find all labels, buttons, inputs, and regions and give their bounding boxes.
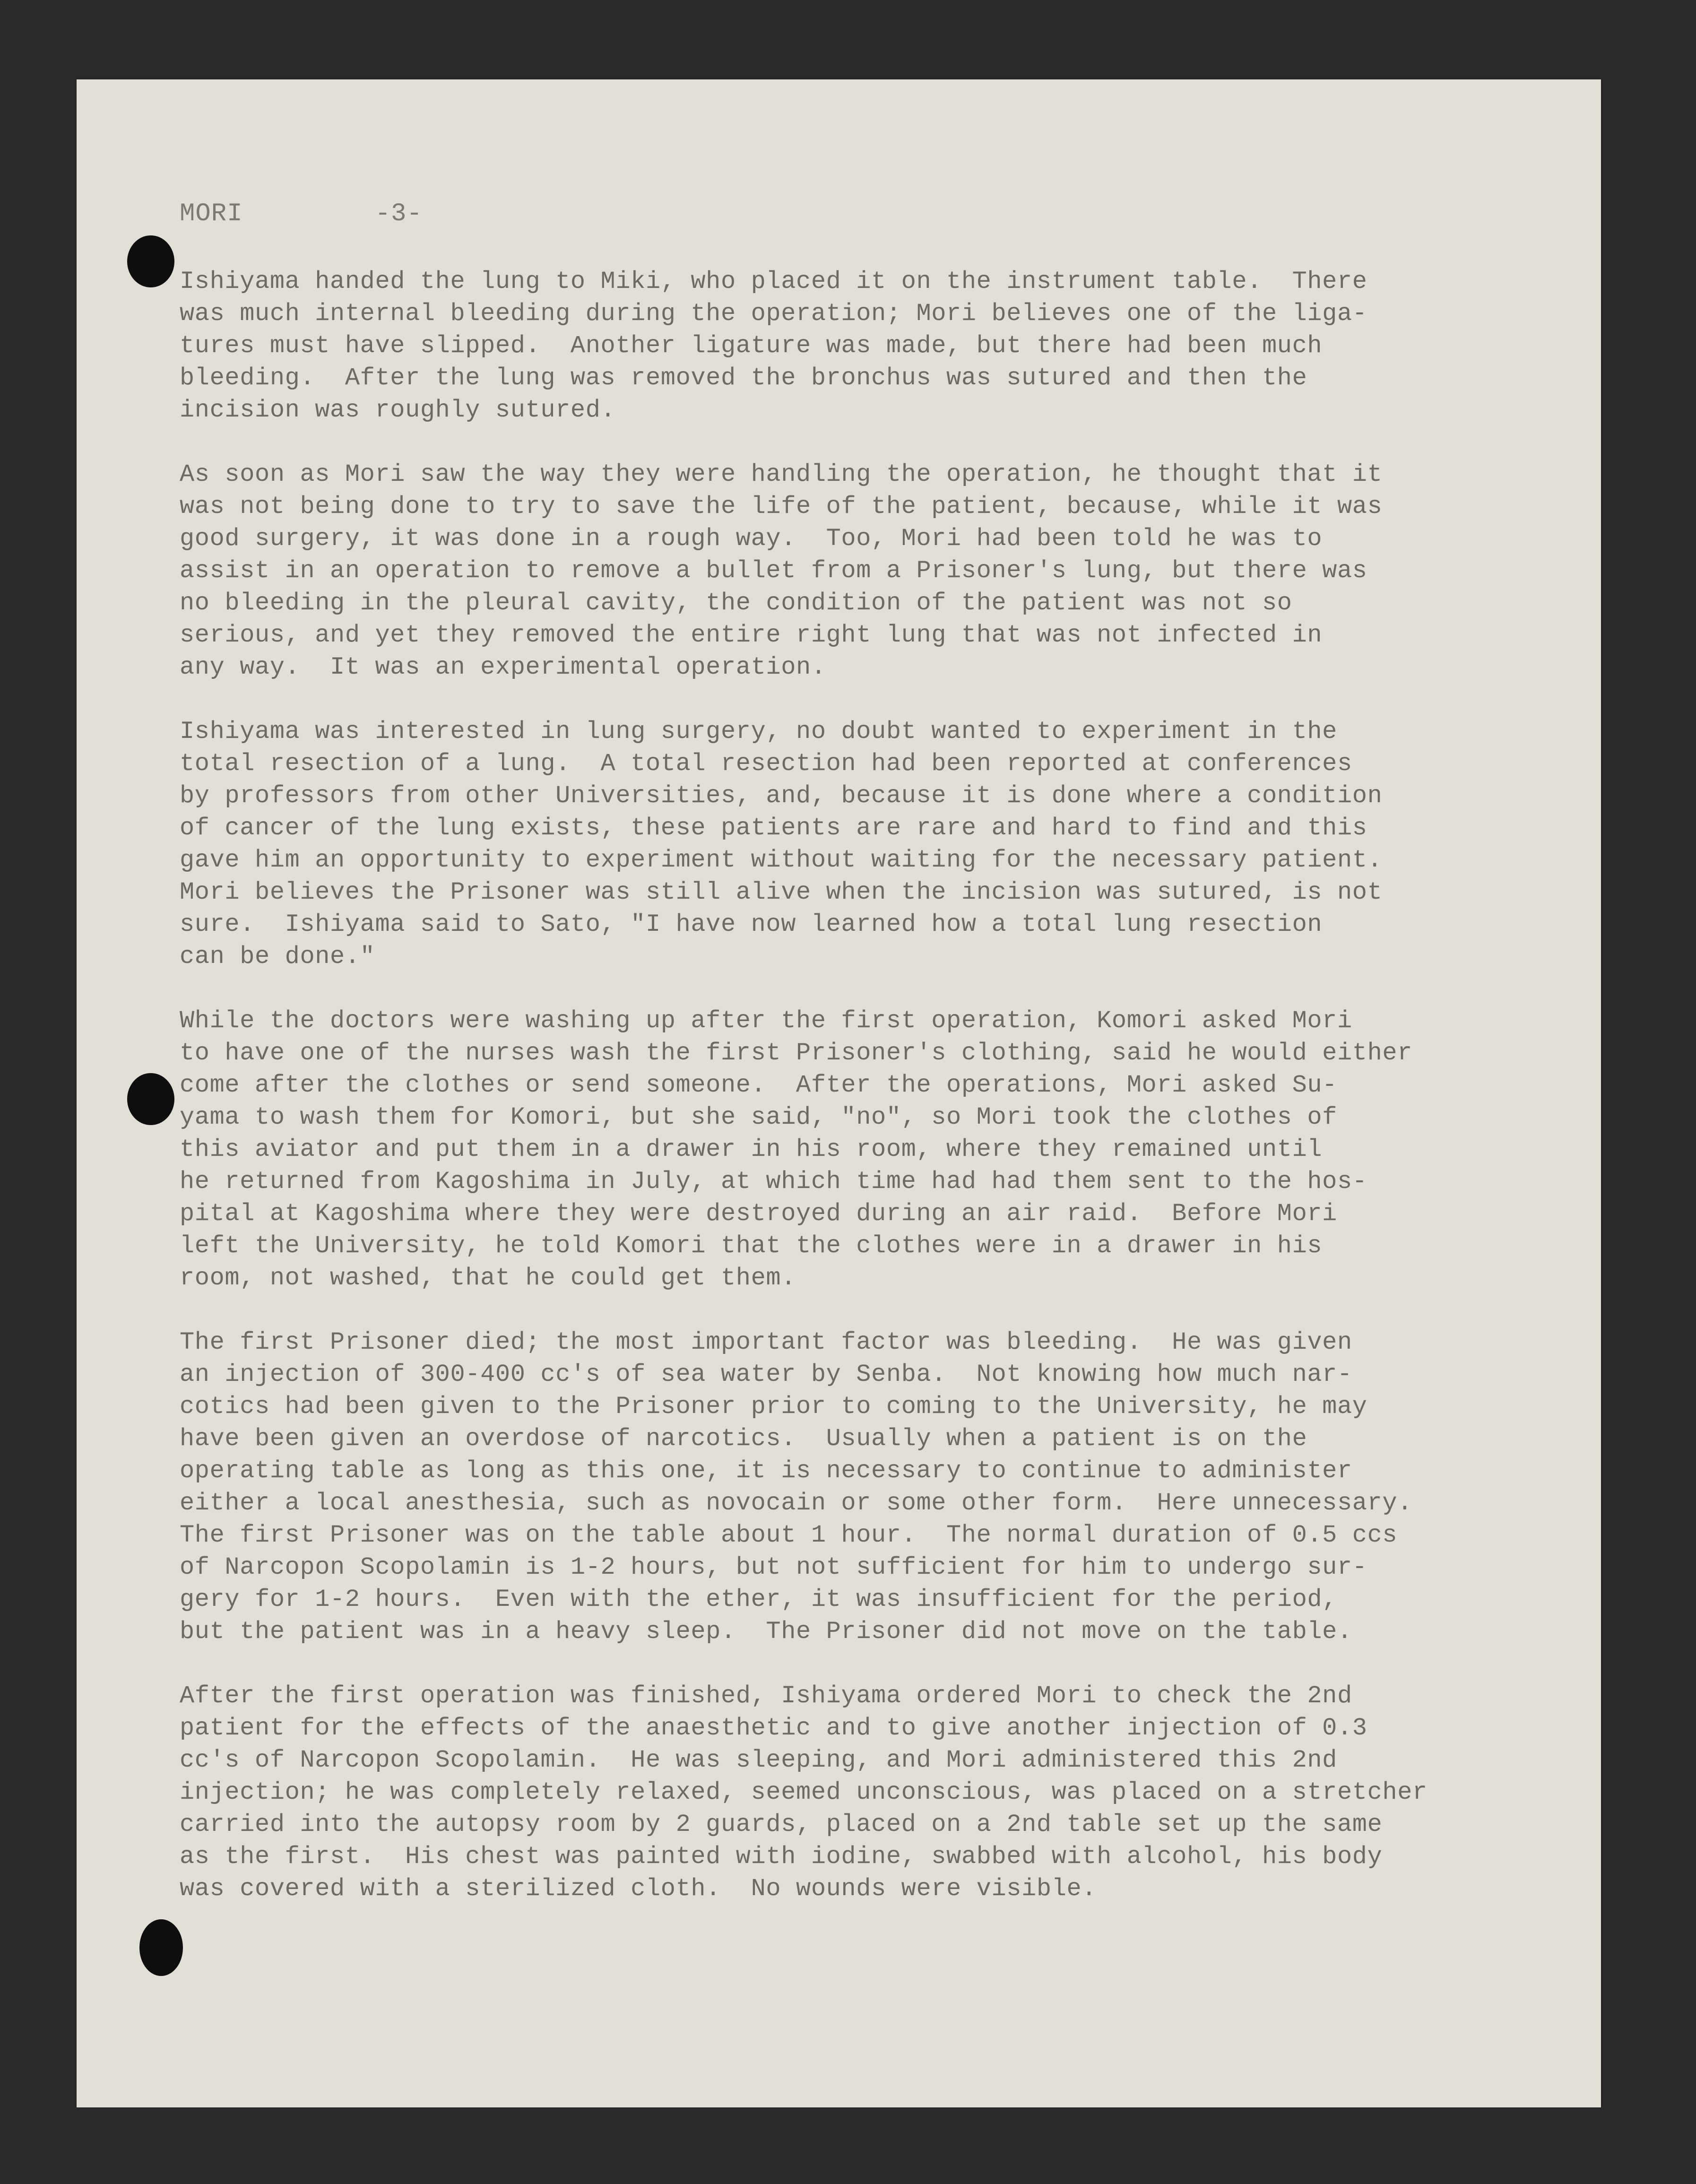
text-line: gery for 1-2 hours. Even with the ether, it was insufficient for the period, — [180, 1586, 1337, 1613]
paragraph — [180, 459, 1588, 684]
text-line: total resection of a lung. A total resection had been reported at conferences — [180, 750, 1352, 778]
text-line: this aviator and put them in a drawer in his room, where they remained until — [180, 1135, 1323, 1163]
text-line: The first Prisoner died; the most important factor was bleeding. He was given — [180, 1328, 1352, 1356]
paragraph — [180, 266, 1588, 426]
text-line: Mori believes the Prisoner was still alive when the incision was sutured, is not — [180, 878, 1383, 906]
text-line: either a local anesthesia, such as novocain or some other form. Here unnecessary. — [180, 1489, 1413, 1517]
text-line: come after the clothes or send someone. After the operations, Mori asked Su- — [180, 1071, 1337, 1099]
text-line: was much internal bleeding during the operation; Mori believes one of the liga- — [180, 300, 1367, 328]
page-number: -3- — [375, 199, 423, 228]
text-line: While the doctors were washing up after the first operation, Komori asked Mori — [180, 1007, 1352, 1035]
text-line: bleeding. After the lung was removed the bronchus was sutured and then the — [180, 364, 1307, 392]
text-line: can be done." — [180, 943, 375, 971]
text-line: but the patient was in a heavy sleep. The Prisoner did not move on the table. — [180, 1618, 1352, 1646]
text-line: was covered with a sterilized cloth. No wounds were visible. — [180, 1875, 1097, 1903]
text-line: any way. It was an experimental operation. — [180, 653, 826, 681]
text-line: to have one of the nurses wash the first Prisoner's clothing, said he would either — [180, 1039, 1413, 1067]
text-line: he returned from Kagoshima in July, at which time had had them sent to the hos- — [180, 1168, 1367, 1196]
text-line: room, not washed, that he could get them. — [180, 1264, 796, 1292]
paragraph — [180, 1326, 1588, 1648]
text-line: sure. Ishiyama said to Sato, "I have now learned how a total lung resection — [180, 910, 1323, 938]
text-line: cc's of Narcopon Scopolamin. He was sleeping, and Mori administered this 2nd — [180, 1746, 1337, 1774]
paragraph — [180, 1680, 1588, 1905]
text-line: by professors from other Universities, and, because it is done where a condition — [180, 782, 1383, 810]
text-line: As soon as Mori saw the way they were handling the operation, he thought that it — [180, 460, 1383, 488]
punch-hole — [139, 1919, 183, 1976]
text-line: patient for the effects of the anaesthetic and to give another injection of 0.3 — [180, 1714, 1367, 1742]
punch-hole — [127, 1073, 174, 1125]
paragraph — [180, 716, 1588, 973]
header-name: MORI — [180, 199, 243, 228]
text-line: good surgery, it was done in a rough way. Too, Mori had been told he was to — [180, 525, 1323, 553]
punch-hole — [127, 235, 174, 287]
text-line: have been given an overdose of narcotics. Usually when a patient is on the — [180, 1425, 1307, 1453]
text-line: assist in an operation to remove a bullet from a Prisoner's lung, but there was — [180, 557, 1367, 585]
text-line: yama to wash them for Komori, but she said, "no", so Mori took the clothes of — [180, 1103, 1337, 1131]
text-line: incision was roughly sutured. — [180, 396, 616, 424]
text-line: Ishiyama handed the lung to Miki, who placed it on the instrument table. There — [180, 268, 1367, 295]
text-line: Ishiyama was interested in lung surgery, no doubt wanted to experiment in the — [180, 718, 1337, 745]
text-line: no bleeding in the pleural cavity, the condition of the patient was not so — [180, 589, 1292, 617]
text-line: cotics had been given to the Prisoner prior to coming to the University, he may — [180, 1393, 1367, 1421]
text-line: tures must have slipped. Another ligature was made, but there had been much — [180, 332, 1323, 360]
text-line: was not being done to try to save the life of the patient, because, while it was — [180, 493, 1383, 520]
text-line: as the first. His chest was painted with iodine, swabbed with alcohol, his body — [180, 1843, 1383, 1871]
text-line: injection; he was completely relaxed, seemed unconscious, was placed on a stretcher — [180, 1778, 1428, 1806]
document-body — [180, 266, 1588, 1937]
paragraph — [180, 1005, 1588, 1294]
text-line: operating table as long as this one, it is necessary to continue to administer — [180, 1457, 1352, 1485]
text-line: pital at Kagoshima where they were destroyed during an air raid. Before Mori — [180, 1200, 1337, 1228]
text-line: an injection of 300-400 cc's of sea water by Senba. Not knowing how much nar- — [180, 1361, 1352, 1388]
text-line: left the University, he told Komori that the clothes were in a drawer in his — [180, 1232, 1323, 1260]
text-line: of cancer of the lung exists, these patients are rare and hard to find and this — [180, 814, 1367, 842]
text-line: serious, and yet they removed the entire right lung that was not infected in — [180, 621, 1323, 649]
text-line: gave him an opportunity to experiment without waiting for the necessary patient. — [180, 846, 1383, 874]
text-line: carried into the autopsy room by 2 guards, placed on a 2nd table set up the same — [180, 1811, 1383, 1838]
text-line: of Narcopon Scopolamin is 1-2 hours, but not sufficient for him to undergo sur- — [180, 1553, 1367, 1581]
text-line: After the first operation was finished, Ishiyama ordered Mori to check the 2nd — [180, 1682, 1352, 1710]
text-line: The first Prisoner was on the table about 1 hour. The normal duration of 0.5 ccs — [180, 1521, 1398, 1549]
page-header — [180, 199, 423, 228]
